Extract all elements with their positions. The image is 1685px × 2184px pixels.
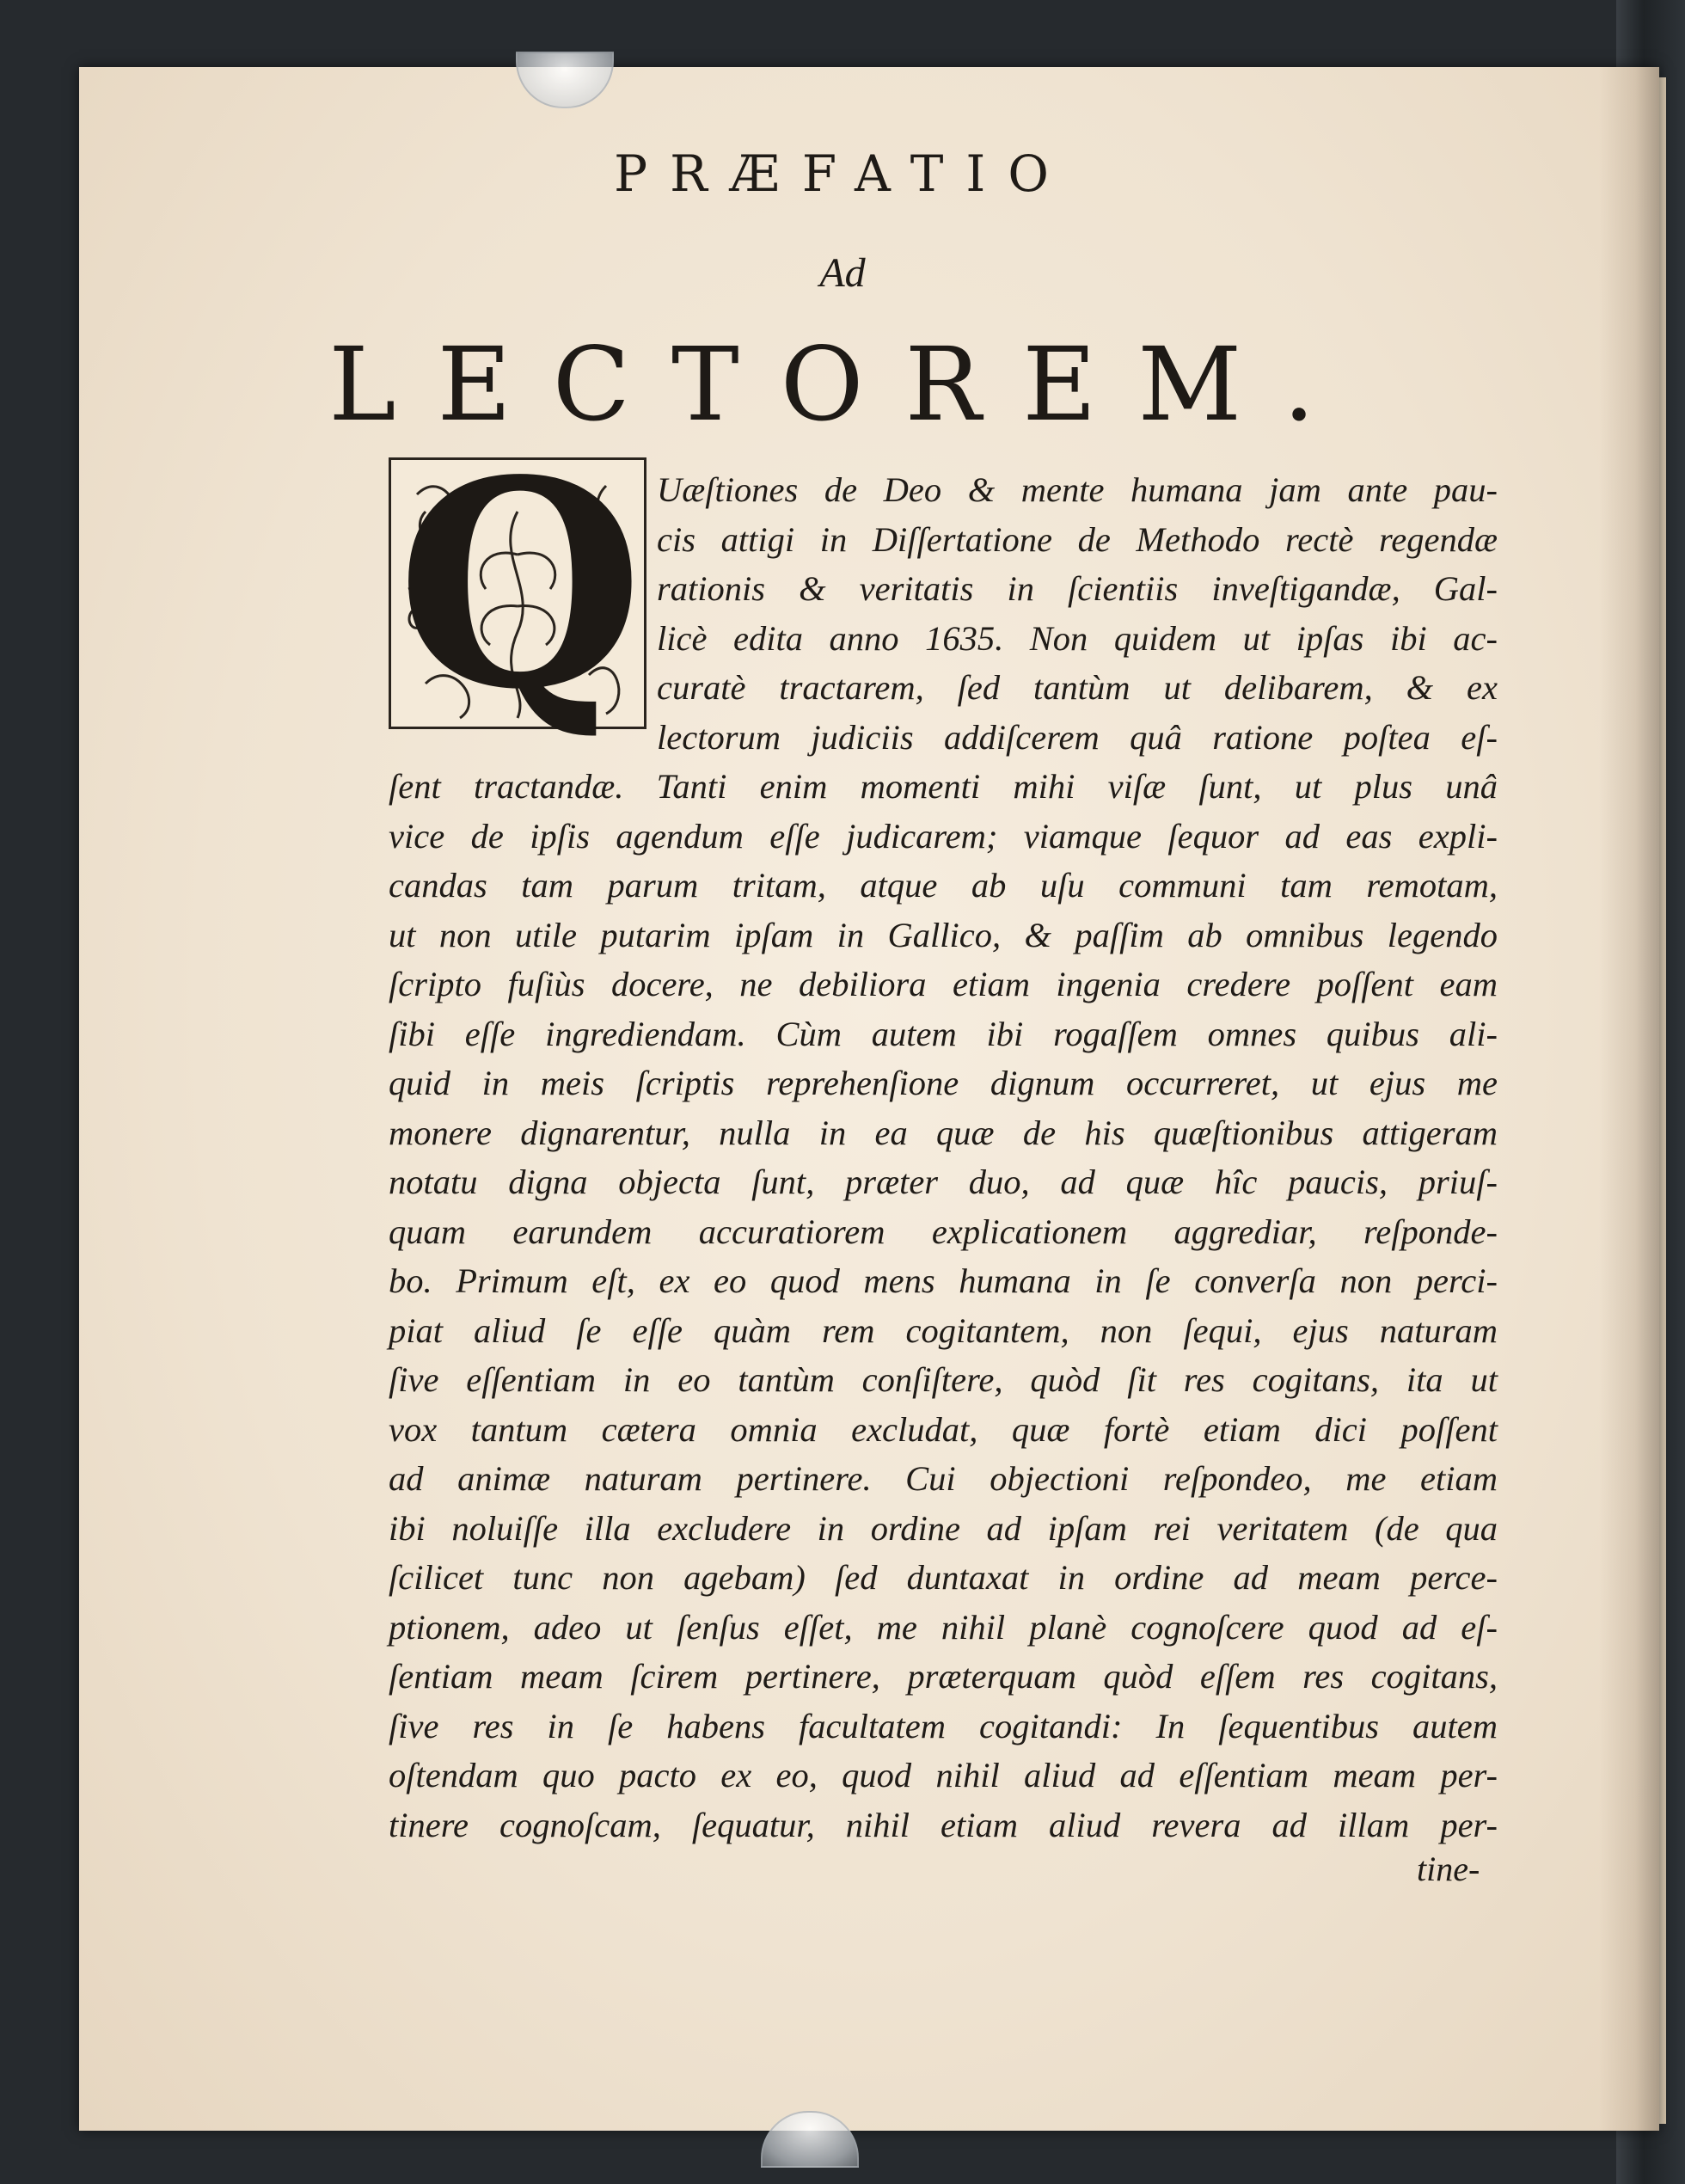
heading-lectorem: LECTOREM. (328, 325, 1357, 444)
text-line: ptionem, adeo ut ſenſus eſſet, me nihil planè cognoſcere quod ad eſ- (389, 1607, 1498, 1647)
text-line: vox tantum cætera omnia excludat, quæ fortè etiam dici poſſent (389, 1409, 1498, 1449)
text-line: cis attigi in Diſſertatione de Methodo rectè regendæ (657, 519, 1498, 559)
text-line: ſcripto fuſiùs docere, ne debiliora etiam ingenia credere poſſent eam (389, 965, 1498, 1003)
text-line: piat aliud ſe eſſe quàm rem cogitantem, non ſequi, ejus naturam (389, 1310, 1498, 1350)
text-line: ibi noluiſſe illa excludere in ordine ad ipſam rei veritatem (de qua (389, 1508, 1498, 1548)
decorated-initial (389, 418, 646, 752)
text-line: vice de ipſis agendum eſſe judicarem; viamque ſequor ad eas expli- (389, 816, 1498, 856)
catchword: tine- (1417, 1850, 1480, 1888)
text-line: curatè tractarem, ſed tantùm ut delibarem, & ex (657, 668, 1498, 707)
text-line: tinere cognoſcam, ſequatur, nihil etiam aliud revera ad illam per- (389, 1805, 1498, 1844)
text-line: rationis & veritatis in ſcientiis inveſtigandæ, Gal- (657, 569, 1498, 608)
text-line: quid in meis ſcriptis reprehenſione dignum occurreret, ut ejus me (389, 1064, 1498, 1102)
text-line: ſentiam meam ſcirem pertinere, præterquam quòd eſſem res cogitans, (389, 1657, 1498, 1696)
text-line: ſive res in ſe habens facultatem cogitandi: In ſequentibus autem (389, 1706, 1498, 1745)
text-line: bo. Primum eſt, ex eo quod mens humana in ſe converſa non perci- (389, 1261, 1498, 1300)
initial-letter: Q (396, 418, 644, 752)
text-line: monere dignarentur, nulla in ea quæ de his quæſtionibus attigeram (389, 1113, 1498, 1152)
text-line: ſibi eſſe ingrediendam. Cùm autem ibi rogaſſem omnes quibus ali- (389, 1014, 1498, 1053)
heading-praefatio: PRÆFATIO (614, 144, 1071, 203)
text-line: quam earundem accuratiorem explicationem aggrediar, reſponde- (389, 1212, 1498, 1251)
text-line: licè edita anno 1635. Non quidem ut ipſas ibi ac- (657, 618, 1498, 658)
text-line: ſive eſſentiam in eo tantùm conſiſtere, quòd ſit res cogitans, ita ut (389, 1360, 1498, 1399)
text-line: lectorum judiciis addiſcerem quâ ratione poſtea eſ- (657, 717, 1498, 757)
text-line: ut non utile putarim ipſam in Gallico, & paſſim ab omnibus legendo (389, 915, 1498, 954)
text-line: ſcilicet tunc non agebam) ſed duntaxat in ordine ad meam perce- (389, 1558, 1498, 1597)
text-line: ad animæ naturam pertinere. Cui objectioni reſpondeo, me etiam (389, 1459, 1498, 1498)
text-line: notatu digna objecta ſunt, præter duo, ad quæ hîc paucis, priuſ- (389, 1163, 1498, 1201)
text-line: Uæſtiones de Deo & mente humana jam ante pau- (657, 470, 1498, 509)
text-line: oſtendam quo pacto ex eo, quod nihil aliud ad eſſentiam meam per- (389, 1756, 1498, 1794)
text-line: candas tam parum tritam, atque ab uſu communi tam remotam, (389, 866, 1498, 905)
heading-ad: Ad (819, 250, 866, 296)
text-line: ſent tractandæ. Tanti enim momenti mihi viſæ ſunt, ut plus unâ (389, 767, 1498, 806)
